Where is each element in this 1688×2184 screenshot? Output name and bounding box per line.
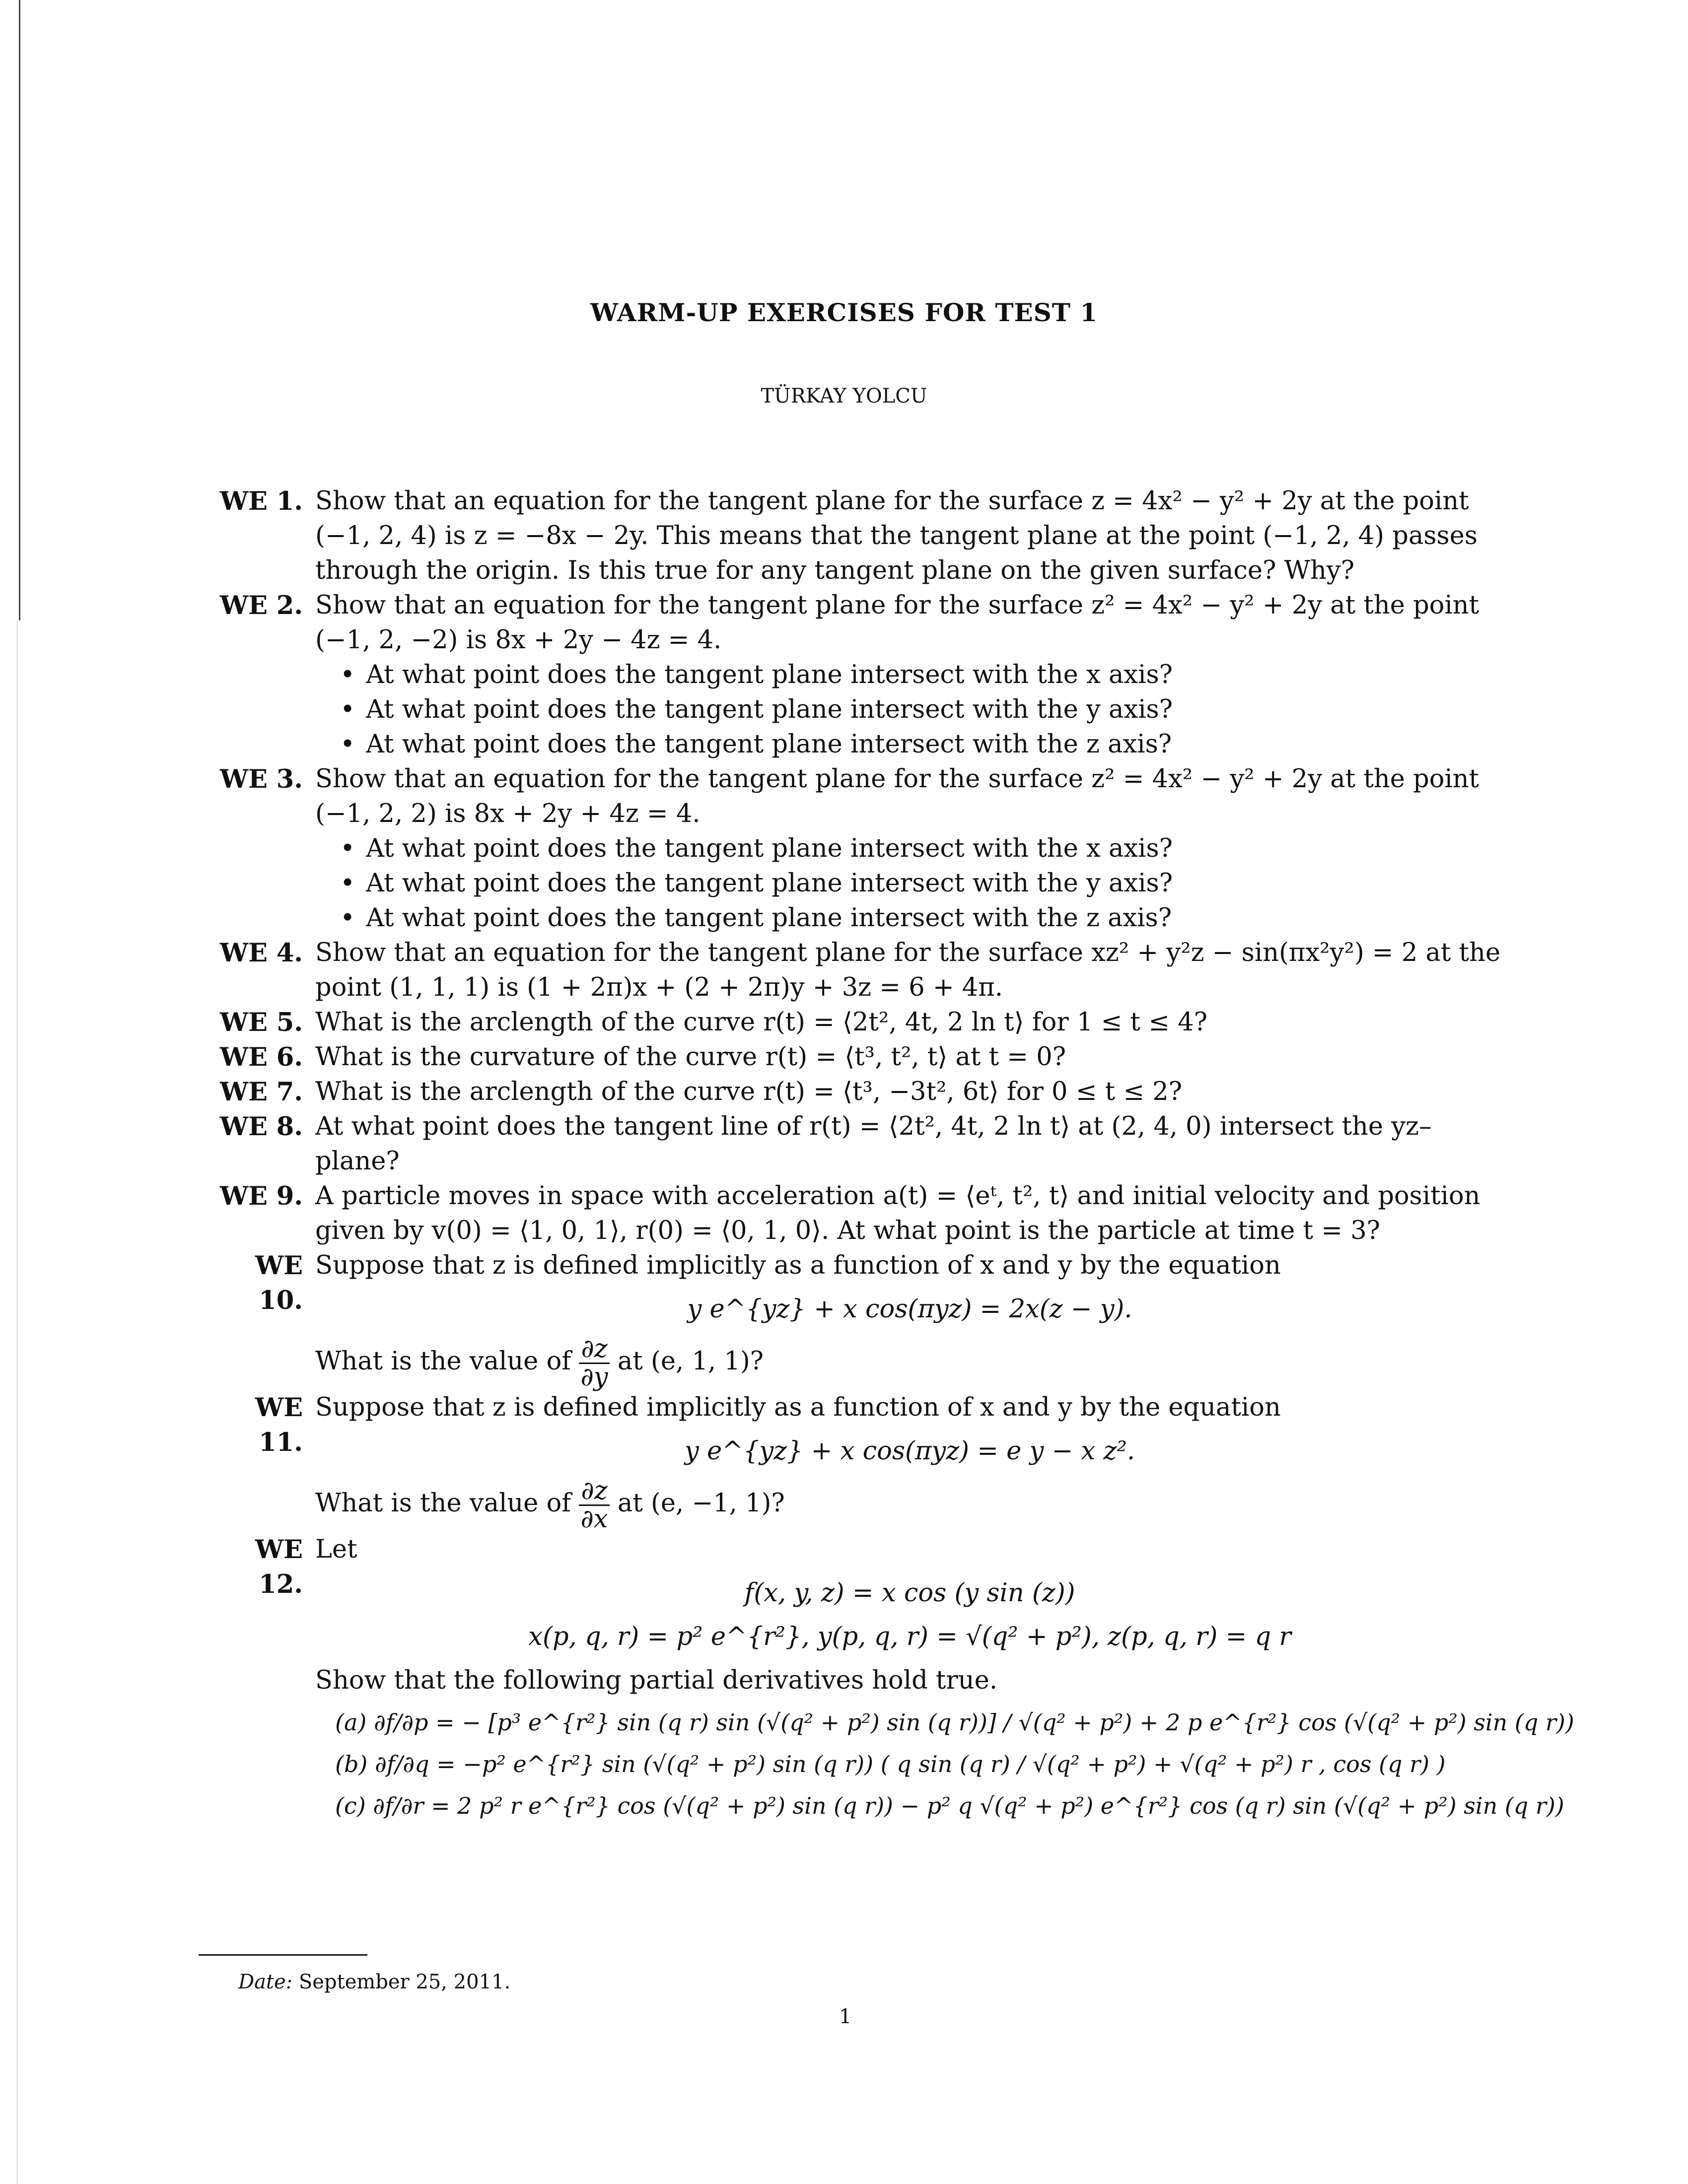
- exercise-text: What is the arclength of the curve r(t) = ⟨t³, −3t², 6t⟩ for 0 ≤ t ≤ 2?: [315, 1077, 1183, 1106]
- exercise-text: What is the arclength of the curve r(t) = ⟨2t², 4t, 2 ln t⟩ for 1 ≤ t ≤ 4?: [315, 1008, 1207, 1037]
- bullet-list: [315, 831, 1504, 936]
- author: TÜRKAY YOLCU: [761, 385, 927, 408]
- part-b: [335, 1747, 1504, 1781]
- exercise-label: WE 6.: [219, 1042, 303, 1072]
- exercise-1: [204, 484, 1504, 588]
- page-title: WARM-UP EXERCISES FOR TEST 1: [590, 298, 1098, 327]
- exercise-label: WE 8.: [219, 1112, 303, 1142]
- exercise-label: WE 10.: [255, 1251, 303, 1315]
- exercise-text: Show that an equation for the tangent plane for the surface z² = 4x² − y² + 2y at the point (−1, 2, 2) is 8x + 2y + 4z = 4.: [315, 764, 1479, 828]
- display-equation: y e^{yz} + x cos(πyz) = e y − x z².: [684, 1436, 1135, 1466]
- exercise-text: Show that an equation for the tangent plane for the surface z = 4x² − y² + 2y at the point (−1, 2, 4) is z = −8x − 2y. This means that the tangent plane at the point (−1, 2, 4) passes through the origin. Is this true for any tangent plane on the given surface? Why?: [315, 486, 1478, 585]
- fraction-denominator: ∂y: [580, 1362, 608, 1392]
- footnote-value: September 25, 2011.: [298, 1971, 511, 1993]
- bullet-item: • At what point does the tangent plane intersect with the z axis?: [340, 727, 1504, 762]
- part-rhs: = − [p³ e^{r²} sin (q r) sin (√(q² + p²) sin (q r))] / √(q² + p²) + 2 p e^{r²} cos (√(q² + p²) sin (q r)): [435, 1709, 1574, 1736]
- exercise-text: Let: [315, 1535, 357, 1565]
- question-prefix: What is the value of: [315, 1489, 571, 1518]
- exercise-4: [204, 936, 1504, 1005]
- bullet-item: • At what point does the tangent plane intersect with the y axis?: [340, 866, 1504, 901]
- exercise-text: A particle moves in space with acceleration a(t) = ⟨eᵗ, t², t⟩ and initial velocity and position given by v(0) = ⟨1, 0, 1⟩, r(0) = ⟨0, 1, 0⟩. At what point is the particle at time t = 3?: [315, 1181, 1480, 1245]
- partial-derivative-fraction: [579, 1336, 609, 1390]
- exercise-text: Suppose that z is defined implicitly as a function of x and y by the equation: [315, 1251, 1281, 1280]
- exercise-label: WE 3.: [219, 764, 303, 794]
- display-equation: y e^{yz} + x cos(πyz) = 2x(z − y).: [687, 1295, 1132, 1324]
- bullet-list: [315, 658, 1504, 762]
- exercise-text: Show that an equation for the tangent plane for the surface xz² + y²z − sin(πx²y²) = 2 at the point (1, 1, 1) is (1 + 2π)x + (2 + 2π)y + 3z = 6 + 4π.: [315, 938, 1501, 1002]
- instruction: Show that the following partial derivatives hold true.: [315, 1666, 998, 1696]
- exercise-2: [204, 588, 1504, 762]
- part-lhs: ∂f/∂r: [373, 1792, 424, 1820]
- part-label: (b): [335, 1751, 368, 1778]
- bullet-item: • At what point does the tangent plane intersect with the z axis?: [340, 901, 1504, 936]
- exercise-label: WE 2.: [219, 591, 303, 620]
- exercise-text: At what point does the tangent line of r(t) = ⟨2t², 4t, 2 ln t⟩ at (2, 4, 0) intersect the yz–plane?: [315, 1112, 1432, 1176]
- derivative-parts: [315, 1705, 1574, 1823]
- exercise-12: [204, 1532, 1574, 1823]
- display-equation-xyz: x(p, q, r) = p² e^{r²}, y(p, q, r) = √(q² + p²), z(p, q, r) = q r: [528, 1622, 1291, 1652]
- question-suffix: at (e, −1, 1)?: [617, 1489, 785, 1518]
- exercise-label: WE 12.: [255, 1535, 303, 1600]
- bullet-item: • At what point does the tangent plane intersect with the y axis?: [340, 692, 1504, 727]
- exercise-8: [204, 1109, 1504, 1179]
- exercise-5: [204, 1005, 1504, 1040]
- footnote-date: [238, 1971, 510, 1993]
- question-prefix: What is the value of: [315, 1347, 571, 1376]
- part-rhs: = 2 p² r e^{r²} cos (√(q² + p²) sin (q r)) − p² q √(q² + p²) e^{r²} cos (q r) sin (√(q² + p²) sin (q r)): [431, 1792, 1564, 1820]
- partial-derivative-fraction: [579, 1478, 609, 1532]
- footnote-label: Date:: [238, 1971, 293, 1993]
- display-equation-f: f(x, y, z) = x cos (y sin (z)): [744, 1578, 1075, 1608]
- exercise-label: WE 9.: [219, 1181, 303, 1211]
- part-rhs: = −p² e^{r²} sin (√(q² + p²) sin (q r)) ( q sin (q r) / √(q² + p²) + √(q² + p²) r , cos (q r) ): [436, 1751, 1446, 1778]
- part-a: [335, 1705, 1574, 1740]
- exercise-list: [204, 484, 1574, 1830]
- exercise-text: Suppose that z is defined implicitly as a function of x and y by the equation: [315, 1393, 1281, 1423]
- exercise-3: [204, 762, 1504, 936]
- fraction-numerator: ∂z: [579, 1336, 609, 1364]
- exercise-label: WE 11.: [255, 1393, 303, 1458]
- bullet-item: • At what point does the tangent plane intersect with the x axis?: [340, 831, 1504, 866]
- exercise-label: WE 5.: [219, 1008, 303, 1037]
- part-lhs: ∂f/∂p: [373, 1709, 428, 1736]
- fraction-denominator: ∂x: [580, 1504, 608, 1534]
- exercise-7: [204, 1075, 1504, 1109]
- part-lhs: ∂f/∂q: [374, 1751, 429, 1778]
- fraction-numerator: ∂z: [579, 1478, 609, 1506]
- exercise-label: WE 7.: [219, 1077, 303, 1107]
- part-c: [335, 1788, 1564, 1823]
- question: [315, 1478, 1504, 1532]
- question-suffix: at (e, 1, 1)?: [617, 1347, 764, 1376]
- exercise-10: [204, 1248, 1504, 1390]
- question: [315, 1336, 1504, 1390]
- footnote-rule: [199, 1954, 367, 1956]
- exercise-label: WE 1.: [219, 486, 303, 516]
- part-label: (a): [335, 1709, 367, 1736]
- bullet-item: • At what point does the tangent plane intersect with the x axis?: [340, 658, 1504, 692]
- exercise-text: Show that an equation for the tangent plane for the surface z² = 4x² − y² + 2y at the point (−1, 2, −2) is 8x + 2y − 4z = 4.: [315, 591, 1479, 655]
- exercise-11: [204, 1390, 1504, 1532]
- exercise-text: What is the curvature of the curve r(t) = ⟨t³, t², t⟩ at t = 0?: [315, 1042, 1066, 1072]
- exercise-9: [204, 1179, 1504, 1248]
- exercise-label: WE 4.: [219, 938, 303, 968]
- exercise-6: [204, 1040, 1504, 1075]
- page-number: 1: [839, 2005, 852, 2028]
- part-label: (c): [335, 1792, 366, 1820]
